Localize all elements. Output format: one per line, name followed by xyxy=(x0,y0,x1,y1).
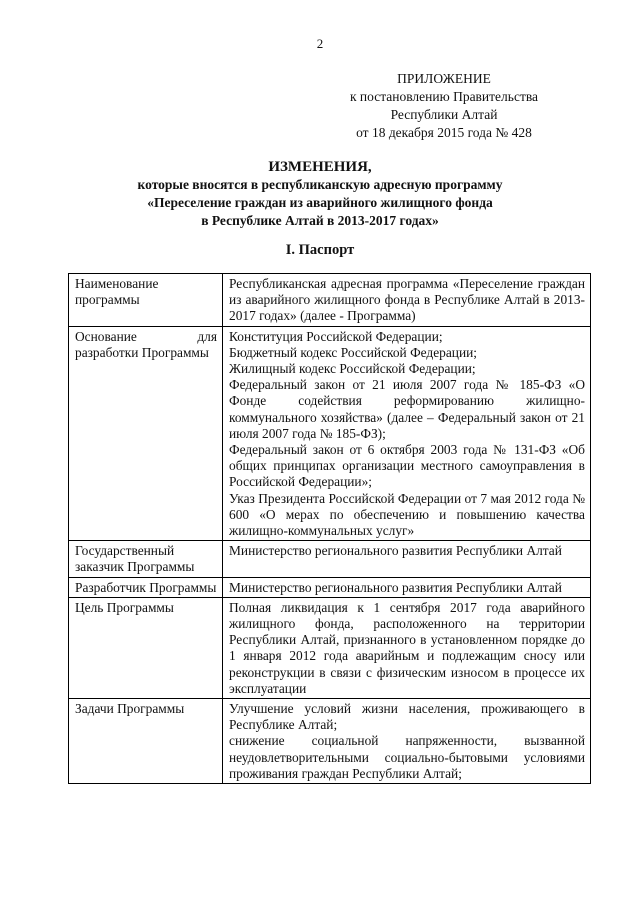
value-line: снижение социальной напряженности, вызванной неудовлетворительными социально-бытовыми условиями проживания граждан Республики Алтай; xyxy=(229,733,585,781)
document-title xyxy=(60,158,580,230)
row-value xyxy=(223,597,591,698)
value-line: Полная ликвидация к 1 сентября 2017 года аварийного жилищного фонда, расположенного на территории Республики Алтай, признанного в установленном порядке до 1 января 2012 года аварийным и подлежащим сносу или реконструкции в связи с физическим износом в процессе их эксплуатации xyxy=(229,599,585,696)
value-line: Республиканская адресная программа «Переселение граждан из аварийного жилищного фонда в Республике Алтай в 2013-2017 годах» (далее - Программа) xyxy=(229,276,585,324)
appendix-title: ПРИЛОЖЕНИЕ xyxy=(397,71,491,86)
appendix-decree-line: к постановлению Правительства xyxy=(349,89,539,104)
passport-table xyxy=(68,273,591,784)
row-label: Цель Программы xyxy=(69,597,223,698)
value-line: Жилищный кодекс Российской Федерации; xyxy=(229,361,476,377)
row-value xyxy=(223,326,591,541)
title-line-2: которые вносятся в республиканскую адресную программу xyxy=(137,177,503,192)
value-line: Федеральный закон от 21 июля 2007 года № 185-ФЗ «О Фонде содействия реформированию жилищно-коммунального хозяйства» (далее – Федеральный закон от 21 июля 2007 года № 185-ФЗ); xyxy=(229,377,585,441)
value-line: Улучшение условий жизни населения, проживающего в Республике Алтай; xyxy=(229,701,585,733)
value-line: Конституция Российской Федерации; xyxy=(229,328,443,344)
title-line-3: «Переселение граждан из аварийного жилищного фонда xyxy=(147,195,493,210)
row-value xyxy=(223,541,591,577)
appendix-block xyxy=(314,70,574,142)
title-line-4: в Республике Алтай в 2013-2017 годах» xyxy=(201,213,439,228)
value-line: Министерство регионального развития Республики Алтай xyxy=(229,543,562,559)
table-row xyxy=(69,597,591,698)
appendix-region-line: Республики Алтай xyxy=(390,107,498,122)
value-line: Федеральный закон от 6 октября 2003 года № 131-ФЗ «Об общих принципах организации местного самоуправления в Российской Федерации»; xyxy=(229,442,585,490)
title-main: ИЗМЕНЕНИЯ, xyxy=(268,159,372,175)
row-label: Задачи Программы xyxy=(69,699,223,784)
row-value xyxy=(223,699,591,784)
value-line: Указ Президента Российской Федерации от 7 мая 2012 года № 600 «О мерах по обеспечению и повышению качества жилищно-коммунальных услуг» xyxy=(229,490,585,539)
table-row xyxy=(69,577,591,597)
value-line: Бюджетный кодекс Российской Федерации; xyxy=(229,344,478,360)
row-label: Наименование программы xyxy=(69,274,223,327)
value-line: Министерство регионального развития Республики Алтай xyxy=(229,579,562,595)
table-row xyxy=(69,541,591,577)
appendix-date-line: от 18 декабря 2015 года № 428 xyxy=(356,125,532,140)
table-row xyxy=(69,699,591,784)
row-label: Основание для разработки Программы xyxy=(69,326,223,541)
row-label: Государственный заказчик Программы xyxy=(69,541,223,577)
row-label: Разработчик Программы xyxy=(69,577,223,597)
row-value xyxy=(223,274,591,327)
table-row xyxy=(69,274,591,327)
table-row xyxy=(69,326,591,541)
row-value xyxy=(223,577,591,597)
page-number: 2 xyxy=(316,36,324,51)
section-heading: I. Паспорт xyxy=(285,242,355,258)
